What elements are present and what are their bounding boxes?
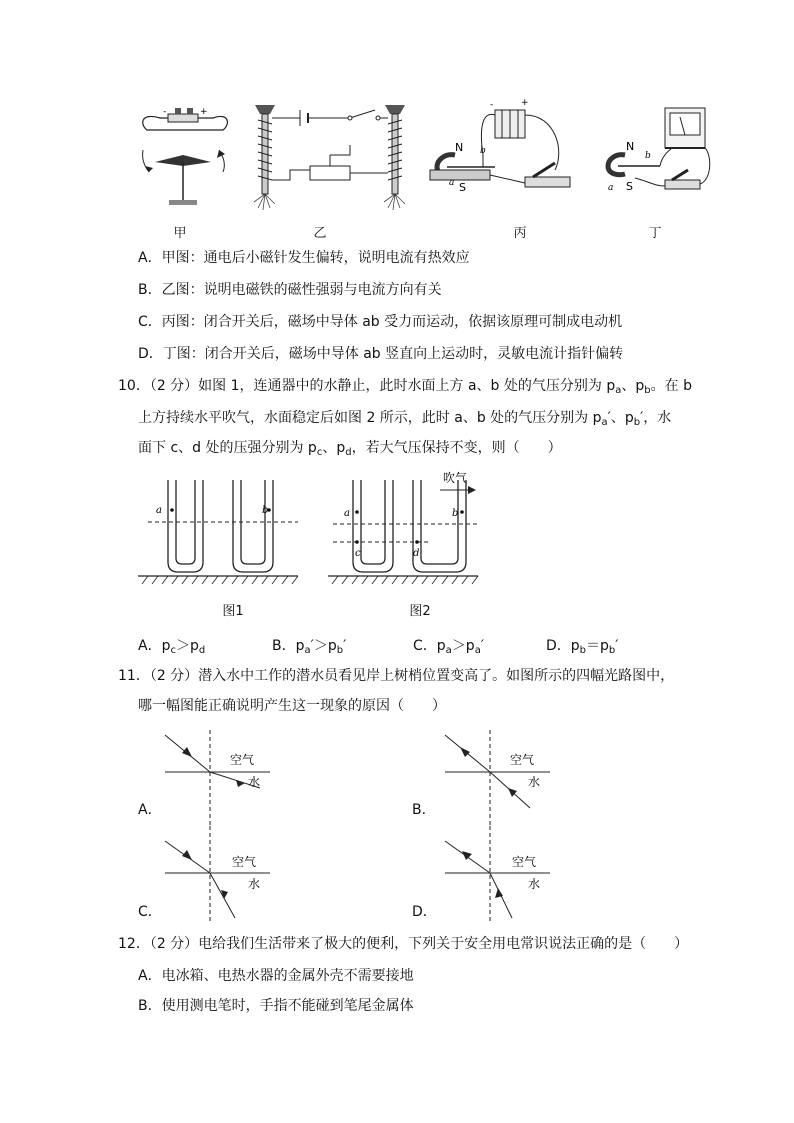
point-d-label: d bbox=[413, 548, 420, 559]
magnet-s-label: S bbox=[459, 181, 466, 194]
caption-ding: 丁 bbox=[648, 226, 662, 241]
q10-figure-2 bbox=[328, 470, 488, 585]
q10-stem-line1: 10．（2 分）如图 1，连通器中的水静止，此时水面上方 a、b 处的气压分别为 $p_a$、$p_b$。在 b bbox=[118, 378, 692, 396]
air-label: 空气 bbox=[232, 855, 257, 869]
q11-diagram-b bbox=[440, 730, 560, 825]
q11-stem-line2: 哪一幅图能正确说明产生这一现象的原因（ ） bbox=[138, 698, 446, 714]
q9-option-d: D．丁图：闭合开关后，磁场中导体 ab 竖直向上运动时，灵敏电流计指针偏转 bbox=[138, 346, 624, 362]
svg-text:+: + bbox=[200, 107, 208, 117]
magnet-n-label: N bbox=[455, 141, 464, 154]
water-label: 水 bbox=[528, 877, 541, 891]
q9-option-b: B．乙图：说明电磁铁的磁性强弱与电流方向有关 bbox=[138, 282, 442, 298]
caption-yi: 乙 bbox=[313, 226, 327, 241]
q10-fig1-caption: 图1 bbox=[222, 604, 244, 619]
caption-jia: 甲 bbox=[173, 226, 187, 241]
q10-stem-line2: 上方持续水平吹气，水面稳定后如图 2 所示，此时 a、b 处的气压分别为 $p_a'$、$p_b'$，水 bbox=[138, 410, 672, 428]
q12-option-a: A．电冰箱、电热水器的金属外壳不需要接地 bbox=[138, 968, 414, 984]
figure-ding bbox=[600, 100, 715, 210]
figure-bing bbox=[425, 95, 575, 210]
point-b-label: b bbox=[452, 508, 459, 519]
caption-bing: 丙 bbox=[513, 226, 527, 241]
q10-option-a: A．$p_c>p_d$ bbox=[138, 638, 206, 656]
blow-label: 吹气 bbox=[443, 471, 468, 485]
q11-label-a: A． bbox=[138, 802, 162, 818]
q11-diagram-a bbox=[160, 730, 280, 825]
q11-label-b: B． bbox=[412, 802, 436, 818]
q11-diagram-c bbox=[160, 826, 280, 921]
svg-text:-: - bbox=[163, 107, 167, 117]
water-label: 水 bbox=[528, 775, 541, 789]
q10-option-c: C．$p_a>p_a'$ bbox=[413, 638, 485, 656]
q11-label-c: C． bbox=[138, 904, 162, 920]
figure-jia bbox=[135, 100, 235, 210]
magnet-n-label: N bbox=[626, 140, 635, 153]
q9-option-a: A．甲图：通电后小磁针发生偏转，说明电流有热效应 bbox=[138, 250, 470, 266]
point-a-label: a bbox=[344, 508, 350, 519]
point-a-label: a bbox=[449, 178, 455, 188]
q10-stem-line3: 面下 c、d 处的压强分别为 $p_c$、$p_d$，若大气压保持不变，则（ ） bbox=[138, 440, 562, 458]
q11-diagram-d bbox=[440, 826, 560, 921]
q10-figure-1 bbox=[138, 480, 308, 585]
water-label: 水 bbox=[248, 775, 261, 789]
air-label: 空气 bbox=[512, 855, 537, 869]
q11-label-d: D． bbox=[412, 904, 437, 920]
figure-yi bbox=[250, 100, 410, 215]
q10-option-b: B．$p_a'>p_b'$ bbox=[272, 638, 347, 656]
point-a-label: a bbox=[608, 183, 614, 193]
battery-plus-label: + bbox=[521, 98, 529, 108]
q12-stem: 12．（2 分）电给我们生活带来了极大的便利，下列关于安全用电常识说法正确的是（ ） bbox=[118, 936, 689, 952]
q11-stem-line1: 11．（2 分）潜入水中工作的潜水员看见岸上树梢位置变高了。如图所示的四幅光路图中， bbox=[118, 668, 675, 684]
point-c-label: c bbox=[355, 548, 361, 559]
point-a-label: a bbox=[156, 505, 162, 516]
q10-option-d: D．$p_b=p_b'$ bbox=[546, 638, 619, 656]
air-label: 空气 bbox=[510, 753, 535, 767]
q10-fig2-caption: 图2 bbox=[409, 604, 431, 619]
q9-option-c: C．丙图：闭合开关后，磁场中导体 ab 受力而运动，依据该原理可制成电动机 bbox=[138, 314, 623, 330]
point-b-label: b bbox=[480, 146, 486, 156]
water-label: 水 bbox=[248, 877, 261, 891]
magnet-s-label: S bbox=[626, 180, 633, 193]
point-b-label: b bbox=[262, 505, 269, 516]
air-label: 空气 bbox=[230, 753, 255, 767]
point-b-label: b bbox=[645, 151, 651, 161]
q12-option-b: B．使用测电笔时，手指不能碰到笔尾金属体 bbox=[138, 998, 414, 1014]
battery-minus-label: - bbox=[490, 100, 494, 110]
